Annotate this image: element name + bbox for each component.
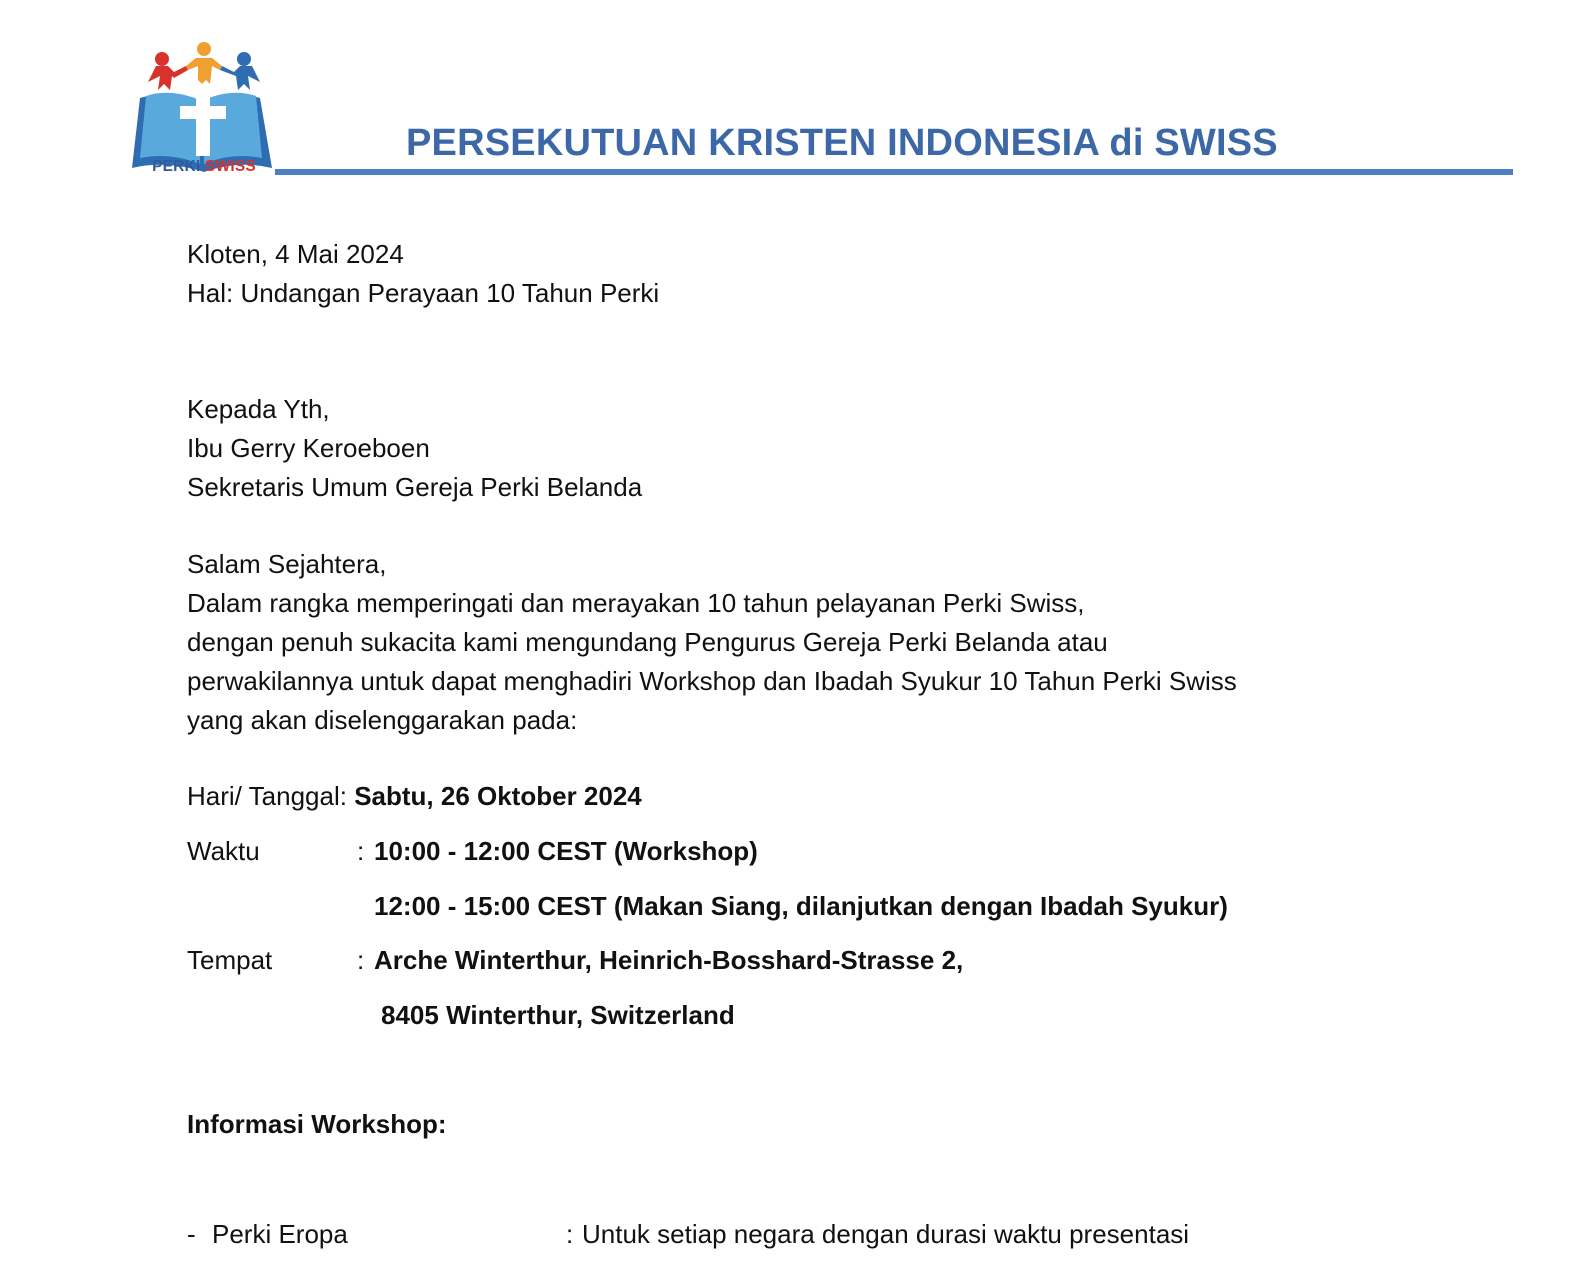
- workshop-heading: Informasi Workshop:: [187, 1109, 447, 1139]
- people-figures-icon: [148, 42, 260, 90]
- place-label: Tempat: [187, 945, 273, 975]
- place-date: Kloten, 4 Mai 2024: [187, 239, 404, 269]
- date-row: [187, 780, 642, 812]
- list-item-separator: :: [566, 1219, 574, 1249]
- time-label: Waktu: [187, 836, 260, 866]
- time-value-service: 12:00 - 15:00 CEST (Makan Siang, dilanjutkan dengan Ibadah Syukur): [374, 891, 1228, 921]
- body-line: perwakilannya untuk dapat menghadiri Workshop dan Ibadah Syukur 10 Tahun Perki Swiss: [187, 666, 1237, 696]
- body-line: Dalam rangka memperingati dan merayakan 10 tahun pelayanan Perki Swiss,: [187, 588, 1085, 618]
- date-label: Hari/ Tanggal:: [187, 781, 347, 811]
- place-value-city: 8405 Winterthur, Switzerland: [381, 1000, 735, 1030]
- subject-line: Hal: Undangan Perayaan 10 Tahun Perki: [187, 278, 660, 308]
- time-colon: :: [357, 836, 365, 866]
- recipient-position: Sekretaris Umum Gereja Perki Belanda: [187, 472, 643, 502]
- organization-title: PERSEKUTUAN KRISTEN INDONESIA di SWISS: [406, 122, 1278, 164]
- recipient-salutation: Kepada Yth,: [187, 394, 330, 424]
- greeting: Salam Sejahtera,: [187, 549, 387, 579]
- place-colon: :: [357, 945, 365, 975]
- logo-text-perki: PERKI: [152, 158, 201, 175]
- list-item-label: Perki Eropa: [212, 1219, 348, 1249]
- list-item-text: Untuk setiap negara dengan durasi waktu presentasi: [582, 1219, 1190, 1249]
- time-value-workshop: 10:00 - 12:00 CEST (Workshop): [374, 836, 758, 866]
- recipient-name: Ibu Gerry Keroeboen: [187, 433, 430, 463]
- logo-wordmark: [140, 158, 268, 176]
- header-divider: [275, 169, 1513, 175]
- body-line: yang akan diselenggarakan pada:: [187, 705, 578, 735]
- list-bullet: -: [187, 1219, 196, 1249]
- logo-text-swiss: SWISS: [204, 158, 256, 175]
- body-line: dengan penuh sukacita kami mengundang Pengurus Gereja Perki Belanda atau: [187, 627, 1108, 657]
- perki-swiss-logo: [126, 40, 281, 182]
- date-value: Sabtu, 26 Oktober 2024: [354, 781, 642, 811]
- place-value-street: Arche Winterthur, Heinrich-Bosshard-Strasse 2,: [374, 945, 964, 975]
- letterhead: [0, 0, 1580, 200]
